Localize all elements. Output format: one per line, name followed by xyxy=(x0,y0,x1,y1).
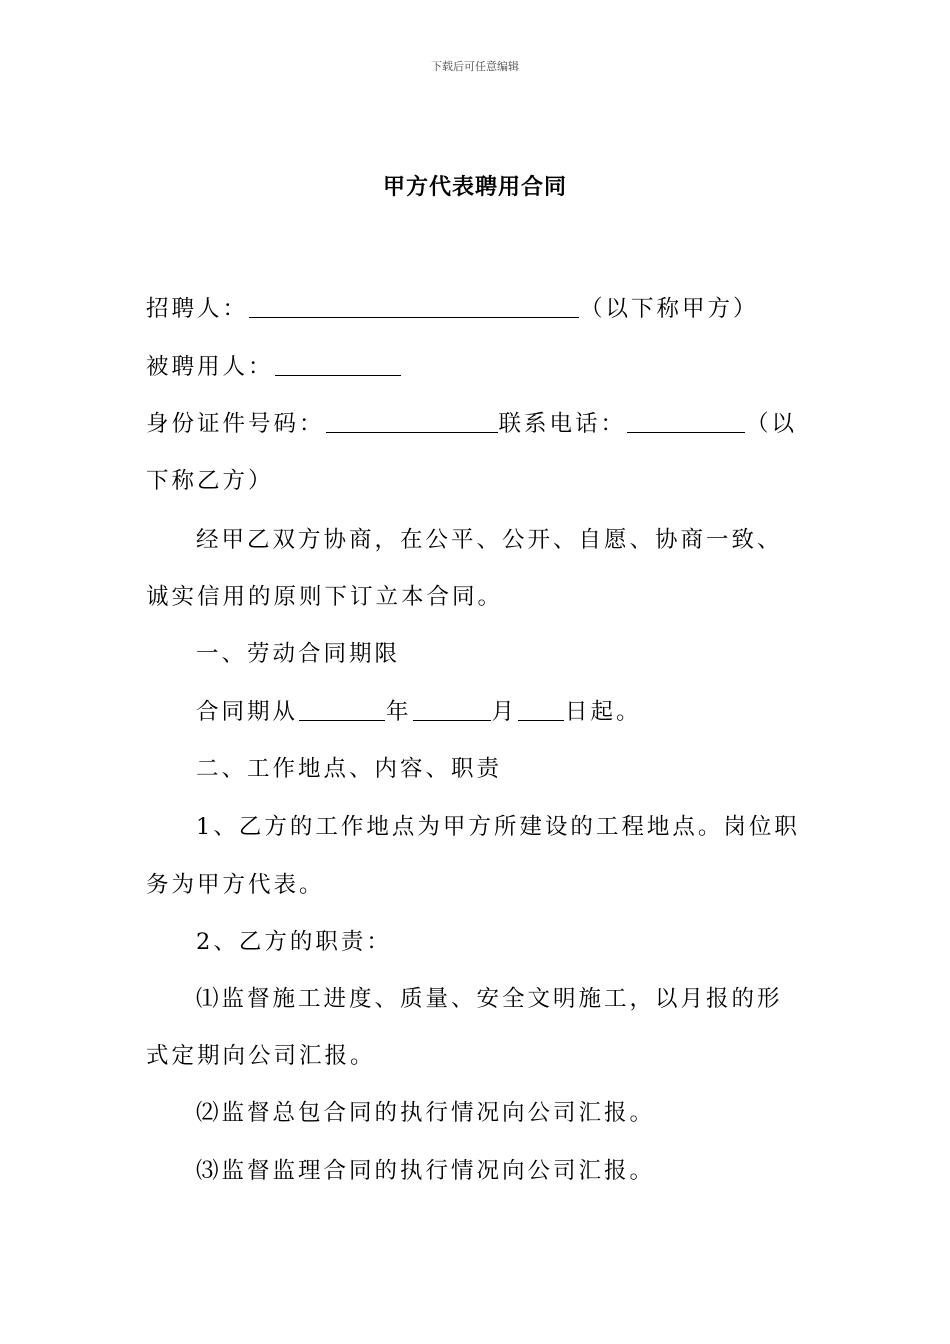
contract-term-line xyxy=(196,697,866,727)
month-label: 月 xyxy=(491,699,518,725)
duty3-line: ⑶监督监理合同的执行情况向公司汇报。 xyxy=(196,1158,656,1184)
employee-label: 被聘用人： xyxy=(146,354,274,380)
employee-blank xyxy=(275,353,401,376)
id-blank xyxy=(326,410,498,433)
item2-heading: 2、乙方的职责： xyxy=(196,929,392,955)
employee-line xyxy=(146,352,816,382)
intro-line-1: 经甲乙双方协商，在公平、公开、自愿、协商一致、 xyxy=(196,527,783,553)
year-label: 年 xyxy=(386,699,412,725)
item1-line-1: 1、乙方的工作地点为甲方所建设的工程地点。岗位职 xyxy=(196,814,800,840)
intro-line-2: 诚实信用的原则下订立本合同。 xyxy=(146,584,504,610)
phone-blank xyxy=(627,410,745,433)
duty1-line-2: 式定期向公司汇报。 xyxy=(146,1043,376,1069)
party-b-suffix-end: 下称乙方） xyxy=(146,468,274,494)
employer-label: 招聘人： xyxy=(146,296,249,322)
employer-line xyxy=(146,294,816,324)
section1-heading: 一、劳动合同期限 xyxy=(196,641,401,667)
term-prefix: 合同期从 xyxy=(196,699,299,725)
month-blank xyxy=(413,698,491,721)
section2-heading: 二、工作地点、内容、职责 xyxy=(196,756,503,782)
header-note: 下载后可任意编辑 xyxy=(431,60,519,73)
phone-label: 联系电话： xyxy=(498,411,627,437)
item1-line-2: 务为甲方代表。 xyxy=(146,872,325,898)
id-phone-line xyxy=(146,409,816,439)
day-suffix: 日起。 xyxy=(565,699,642,725)
duty1-line-1: ⑴监督施工进度、质量、安全文明施工，以月报的形 xyxy=(196,986,783,1012)
id-label: 身份证件号码： xyxy=(146,411,325,437)
employer-suffix: （以下称甲方） xyxy=(580,296,759,322)
party-b-suffix-start: （以 xyxy=(746,411,798,437)
day-blank xyxy=(518,698,564,721)
employer-blank xyxy=(249,295,579,318)
document-title: 甲方代表聘用合同 xyxy=(382,174,567,200)
year-blank xyxy=(299,698,385,721)
duty2-line: ⑵监督总包合同的执行情况向公司汇报。 xyxy=(196,1100,656,1126)
